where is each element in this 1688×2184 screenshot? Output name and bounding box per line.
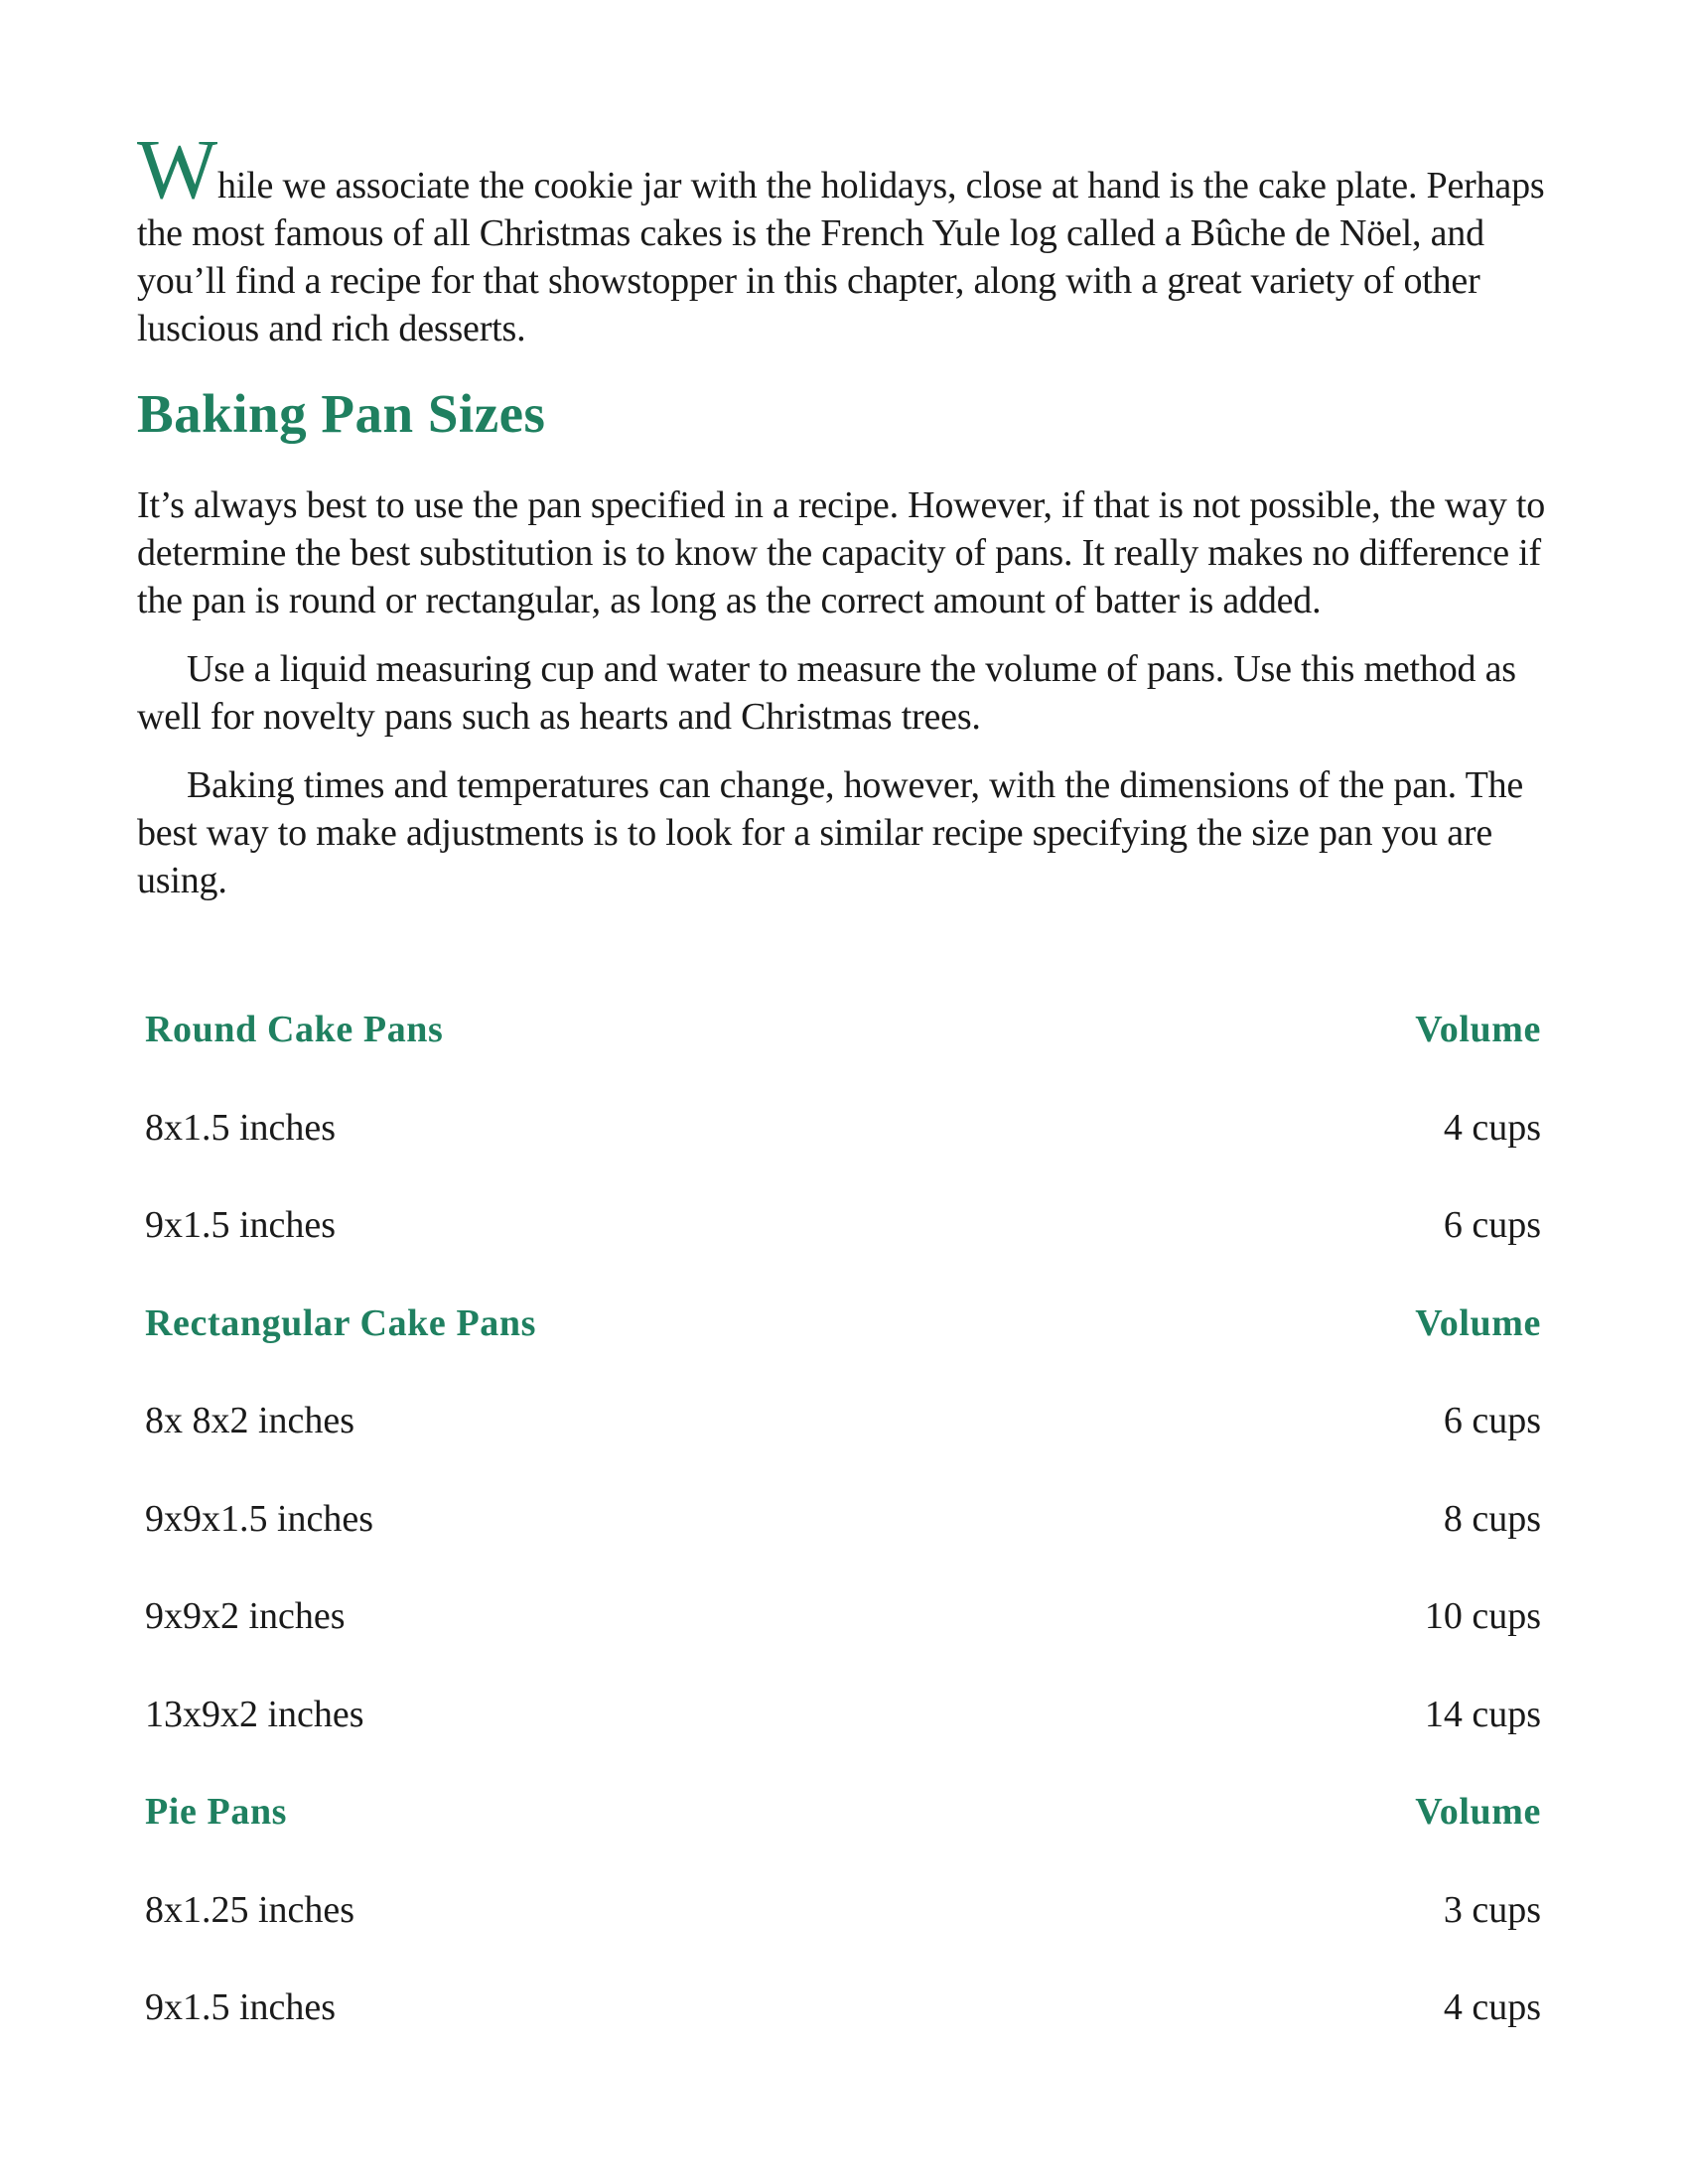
pan-volume: 4 cups (1443, 1106, 1541, 1149)
table-row (145, 1888, 1541, 1986)
table-row (145, 1399, 1541, 1497)
group-title: Pie Pans (145, 1791, 288, 1833)
volume-header: Volume (1415, 1791, 1541, 1833)
intro-paragraph (137, 121, 1547, 352)
group-title: Round Cake Pans (145, 1009, 444, 1050)
volume-header: Volume (1415, 1009, 1541, 1050)
pan-volume: 3 cups (1443, 1888, 1541, 1931)
intro-text: hile we associate the cookie jar with the holidays, close at hand is the cake plate. Perhaps the most famous of all Christmas cakes is the French Yule log called a Bûche de Nöel, and you’ll find a recipe for that showstopper in this chapter, along with a great variety of other luscious and rich desserts. (137, 165, 1545, 349)
pan-volume: 10 cups (1424, 1595, 1541, 1637)
table-group-header (145, 1301, 1541, 1400)
pan-volume: 4 cups (1443, 1986, 1541, 2028)
pan-size: 9x9x2 inches (145, 1595, 346, 1637)
paragraph-measuring: Use a liquid measuring cup and water to measure the volume of pans. Use this method as well for novelty pans such as hearts and Christmas trees. (137, 648, 1516, 738)
paragraph-pan-capacity: It’s always best to use the pan specified in a recipe. However, if that is not possible, the way to determine the best substitution is to know the capacity of pans. It really makes no difference if the pan is round or rectangular, as long as the correct amount of batter is added. (137, 484, 1546, 621)
pan-volume: 8 cups (1443, 1497, 1541, 1540)
table-row (145, 1985, 1541, 2084)
pan-size: 9x1.5 inches (145, 1204, 337, 1246)
table-row (145, 1106, 1541, 1204)
table-row (145, 1594, 1541, 1693)
pan-size-table (145, 1008, 1541, 2084)
table-row (145, 1497, 1541, 1595)
section-title: Baking Pan Sizes (137, 383, 546, 444)
pan-size: 9x1.5 inches (145, 1986, 337, 2028)
volume-header: Volume (1415, 1301, 1541, 1344)
group-title: Rectangular Cake Pans (145, 1301, 537, 1344)
pan-size: 8x1.25 inches (145, 1888, 355, 1931)
pan-volume: 6 cups (1443, 1204, 1541, 1246)
pan-volume: 6 cups (1443, 1400, 1541, 1441)
pan-size: 8x 8x2 inches (145, 1400, 355, 1441)
drop-cap: W (137, 121, 217, 216)
pan-volume: 14 cups (1424, 1693, 1541, 1735)
pan-size: 8x1.5 inches (145, 1106, 337, 1149)
pan-size: 13x9x2 inches (145, 1693, 364, 1735)
table-group-header (145, 1790, 1541, 1888)
pan-size: 9x9x1.5 inches (145, 1497, 374, 1540)
table-row (145, 1203, 1541, 1301)
document-page (137, 121, 1547, 2028)
table-group-header (145, 1008, 1541, 1106)
table-row (145, 1693, 1541, 1791)
paragraph-baking-times: Baking times and temperatures can change, however, with the dimensions of the pan. The best way to make adjustments is to look for a similar recipe specifying the size pan you are using. (137, 764, 1524, 901)
